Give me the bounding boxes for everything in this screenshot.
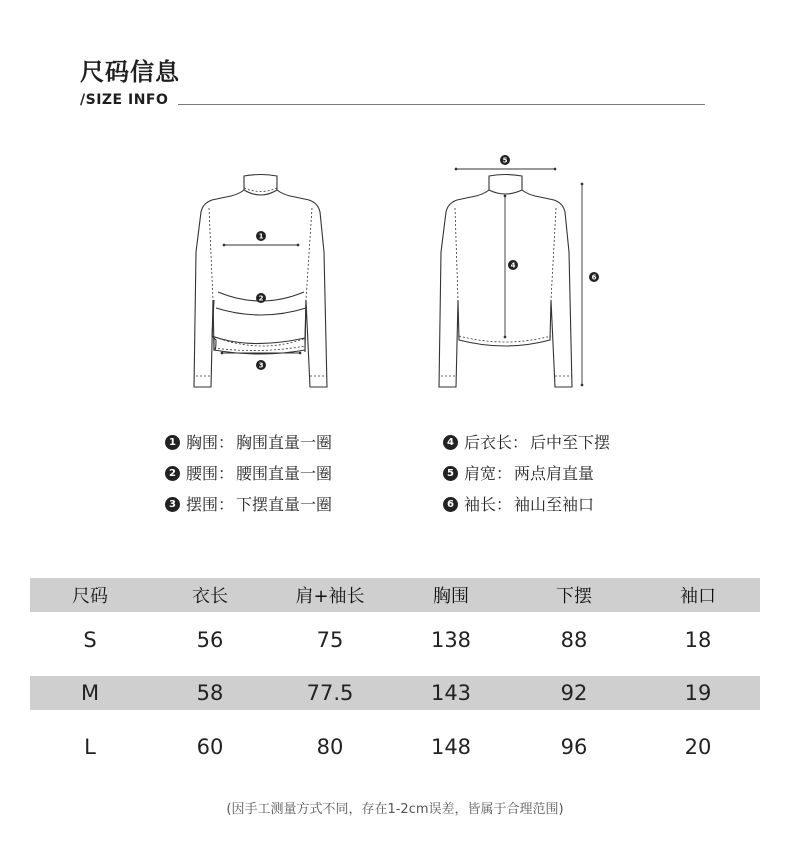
- table-cell: 143: [430, 681, 472, 705]
- table-header-cell: 下摆: [556, 586, 592, 607]
- legend-label: 胸围：: [186, 433, 235, 452]
- legend-number: 2: [165, 466, 180, 481]
- table-row: [30, 622, 760, 658]
- table-cell: 77.5: [306, 681, 354, 705]
- legend-left: [165, 427, 332, 520]
- table-cell: 56: [196, 628, 224, 652]
- legend-number: 1: [165, 435, 180, 450]
- measurement-note: (因手工测量方式不同，存在1-2cm误差，皆属于合理范围): [226, 802, 564, 817]
- table-row: [30, 729, 760, 765]
- legend-label: 袖长：: [464, 495, 513, 514]
- table-cell: 18: [684, 628, 712, 652]
- marker-4: [508, 260, 518, 270]
- table-header-cell: 袖口: [680, 586, 716, 607]
- legend-label: 肩宽：: [464, 464, 513, 483]
- svg-text:3: 3: [258, 361, 264, 370]
- table-cell: 20: [684, 735, 712, 759]
- table-header-cell: 衣长: [192, 586, 228, 607]
- svg-text:4: 4: [510, 261, 516, 270]
- table-cell: 75: [316, 628, 344, 652]
- table-cell: S: [83, 628, 97, 652]
- table-header-cell: 胸围: [433, 586, 469, 607]
- marker-3: [256, 360, 266, 370]
- table-header-cell: 肩+袖长: [295, 586, 365, 607]
- back-view-garment: [439, 169, 582, 387]
- legend-number: 4: [443, 435, 458, 450]
- legend-item: [443, 458, 610, 489]
- legend-label: 摆围：: [186, 495, 235, 514]
- legend-item: [443, 489, 610, 520]
- table-cell: 92: [560, 681, 588, 705]
- legend-item: [165, 427, 332, 458]
- legend-right: [443, 427, 610, 520]
- table-cell: 138: [430, 628, 472, 652]
- table-header-row: [30, 578, 760, 612]
- marker-2: [256, 293, 266, 303]
- front-view-garment: [194, 175, 327, 388]
- legend-desc: 后中至下摆: [530, 433, 611, 452]
- table-cell: 88: [560, 628, 588, 652]
- legend-desc: 腰围直量一圈: [236, 464, 333, 483]
- table-cell: M: [80, 681, 100, 705]
- table-cell: 58: [196, 681, 224, 705]
- svg-text:5: 5: [502, 156, 508, 165]
- legend-item: [165, 489, 332, 520]
- legend-desc: 袖山至袖口: [514, 495, 595, 514]
- table-cell: 80: [316, 735, 344, 759]
- marker-6: [589, 272, 599, 282]
- svg-text:6: 6: [591, 273, 597, 282]
- legend-number: 6: [443, 497, 458, 512]
- table-cell: 96: [560, 735, 588, 759]
- table-cell: 19: [684, 681, 712, 705]
- size-table: [30, 578, 760, 765]
- legend-number: 3: [165, 497, 180, 512]
- garment-diagrams: [0, 140, 790, 400]
- table-cell: 60: [196, 735, 224, 759]
- table-cell: L: [84, 735, 96, 759]
- legend-item: [165, 458, 332, 489]
- table-cell: 148: [430, 735, 472, 759]
- page-subtitle: /SIZE INFO: [80, 92, 169, 108]
- table-row: [30, 676, 760, 710]
- legend-number: 5: [443, 466, 458, 481]
- table-header-cell: 尺码: [72, 586, 108, 607]
- marker-5: [500, 155, 510, 165]
- page-title: 尺码信息: [80, 58, 180, 86]
- title-divider: [178, 104, 705, 105]
- legend-desc: 两点肩直量: [514, 464, 595, 483]
- legend-label: 腰围：: [186, 464, 235, 483]
- legend-item: [443, 427, 610, 458]
- legend-desc: 胸围直量一圈: [236, 433, 333, 452]
- legend-label: 后衣长：: [464, 433, 529, 452]
- svg-text:1: 1: [258, 232, 264, 241]
- legend-desc: 下摆直量一圈: [236, 495, 333, 514]
- svg-text:2: 2: [258, 294, 264, 303]
- marker-1: [256, 231, 266, 241]
